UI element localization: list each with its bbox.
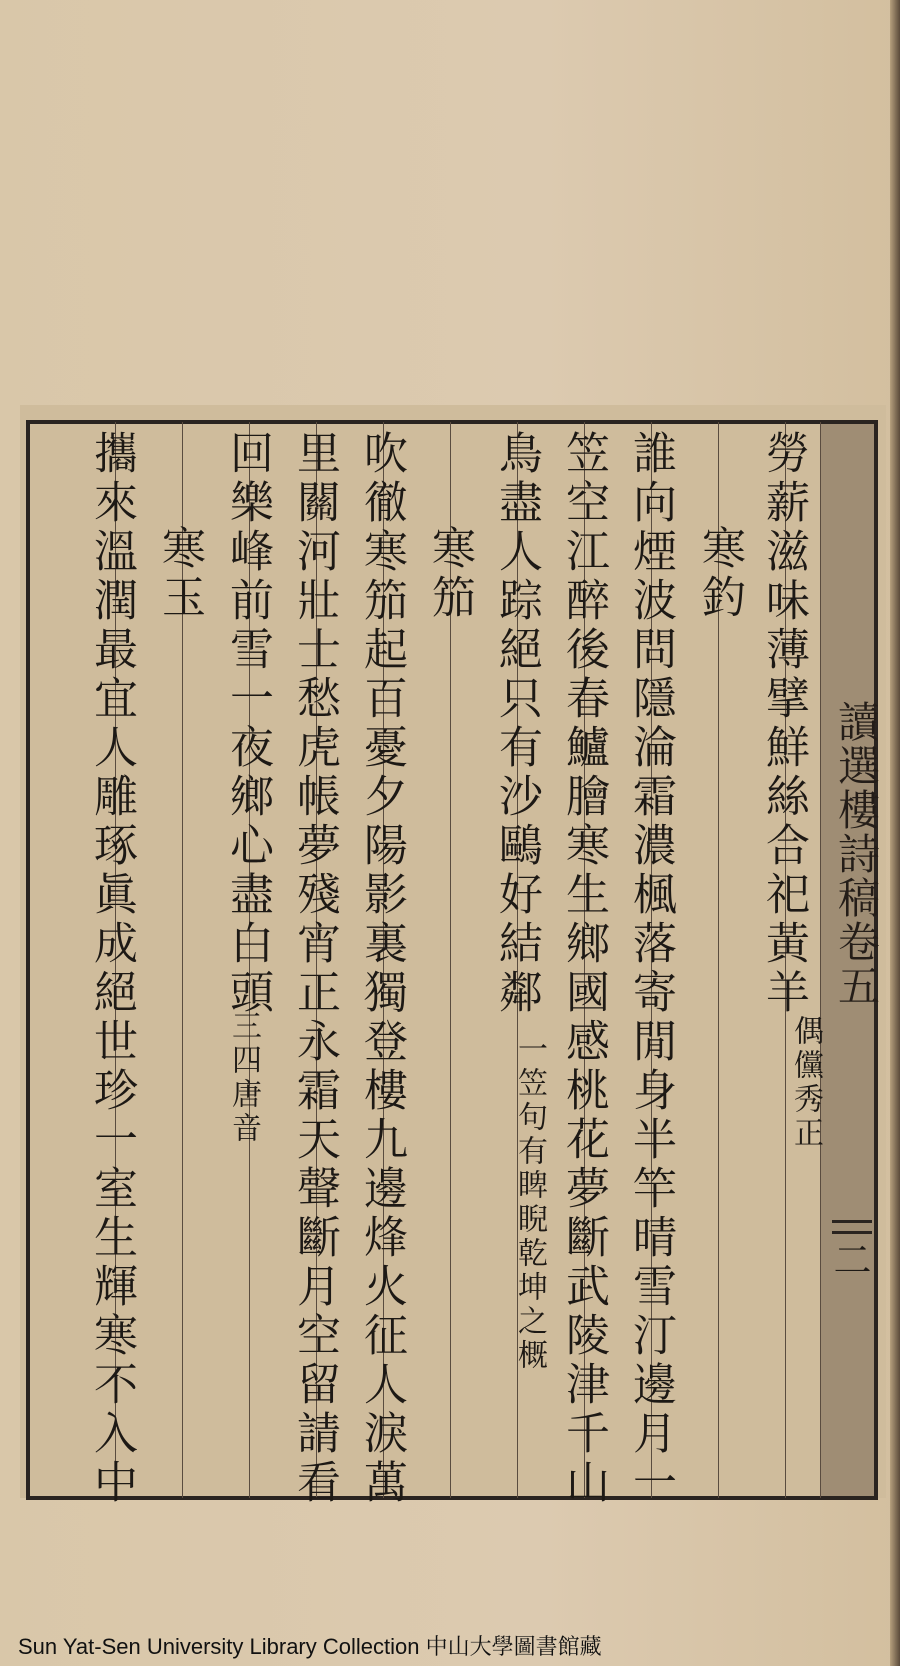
poem-column-9: 回樂峰前雪一夜鄉心盡白頭 [222, 430, 273, 1018]
poem-column-11: 攜來溫潤最宜人雕琢眞成絕世珍一室生輝寒不入中 [86, 430, 137, 1508]
page-number: 二 [827, 1240, 871, 1282]
fish-tail-mark [832, 1220, 872, 1234]
poem-column-4: 笠空江醉後春鱸膾寒生鄉國感桃花夢斷武陵津千山 [558, 430, 609, 1508]
poem-heading-cold-fishing: 寒釣 [694, 525, 745, 623]
book-title: 讀選樓詩稿卷五 [832, 700, 881, 1008]
poem-column-3: 誰向煙波問隱淪霜濃楓落寄閒身半竿晴雪汀邊月一 [625, 430, 676, 1508]
poem-column-1: 勞薪滋味薄擘鮮絲合祀黃羊 [758, 430, 809, 1018]
poem-heading-cold-reed-pipe: 寒笳 [424, 525, 475, 623]
column-rule [820, 422, 821, 1498]
commentary-note-9: 三四唐音 [226, 1010, 261, 1146]
book-edge [890, 0, 900, 1666]
commentary-note-5: 一笠句有睥睨乾坤之概 [512, 1033, 547, 1373]
poem-column-8: 里關河壯士愁虎帳夢殘宵正永霜天聲斷月空留請看 [289, 430, 340, 1508]
poem-column-7: 吹徹寒笳起百憂夕陽影裏獨登樓九邊烽火征人淚萬 [356, 430, 407, 1508]
poem-heading-cold-jade: 寒玉 [154, 525, 205, 623]
poem-column-5: 鳥盡人踪絕只有沙鷗好結鄰 [491, 430, 542, 1018]
library-credit: Sun Yat-Sen University Library Collection 中山大學圖書館藏 [18, 1634, 602, 1659]
commentary-note-1: 偶儻秀正 [788, 1015, 823, 1151]
